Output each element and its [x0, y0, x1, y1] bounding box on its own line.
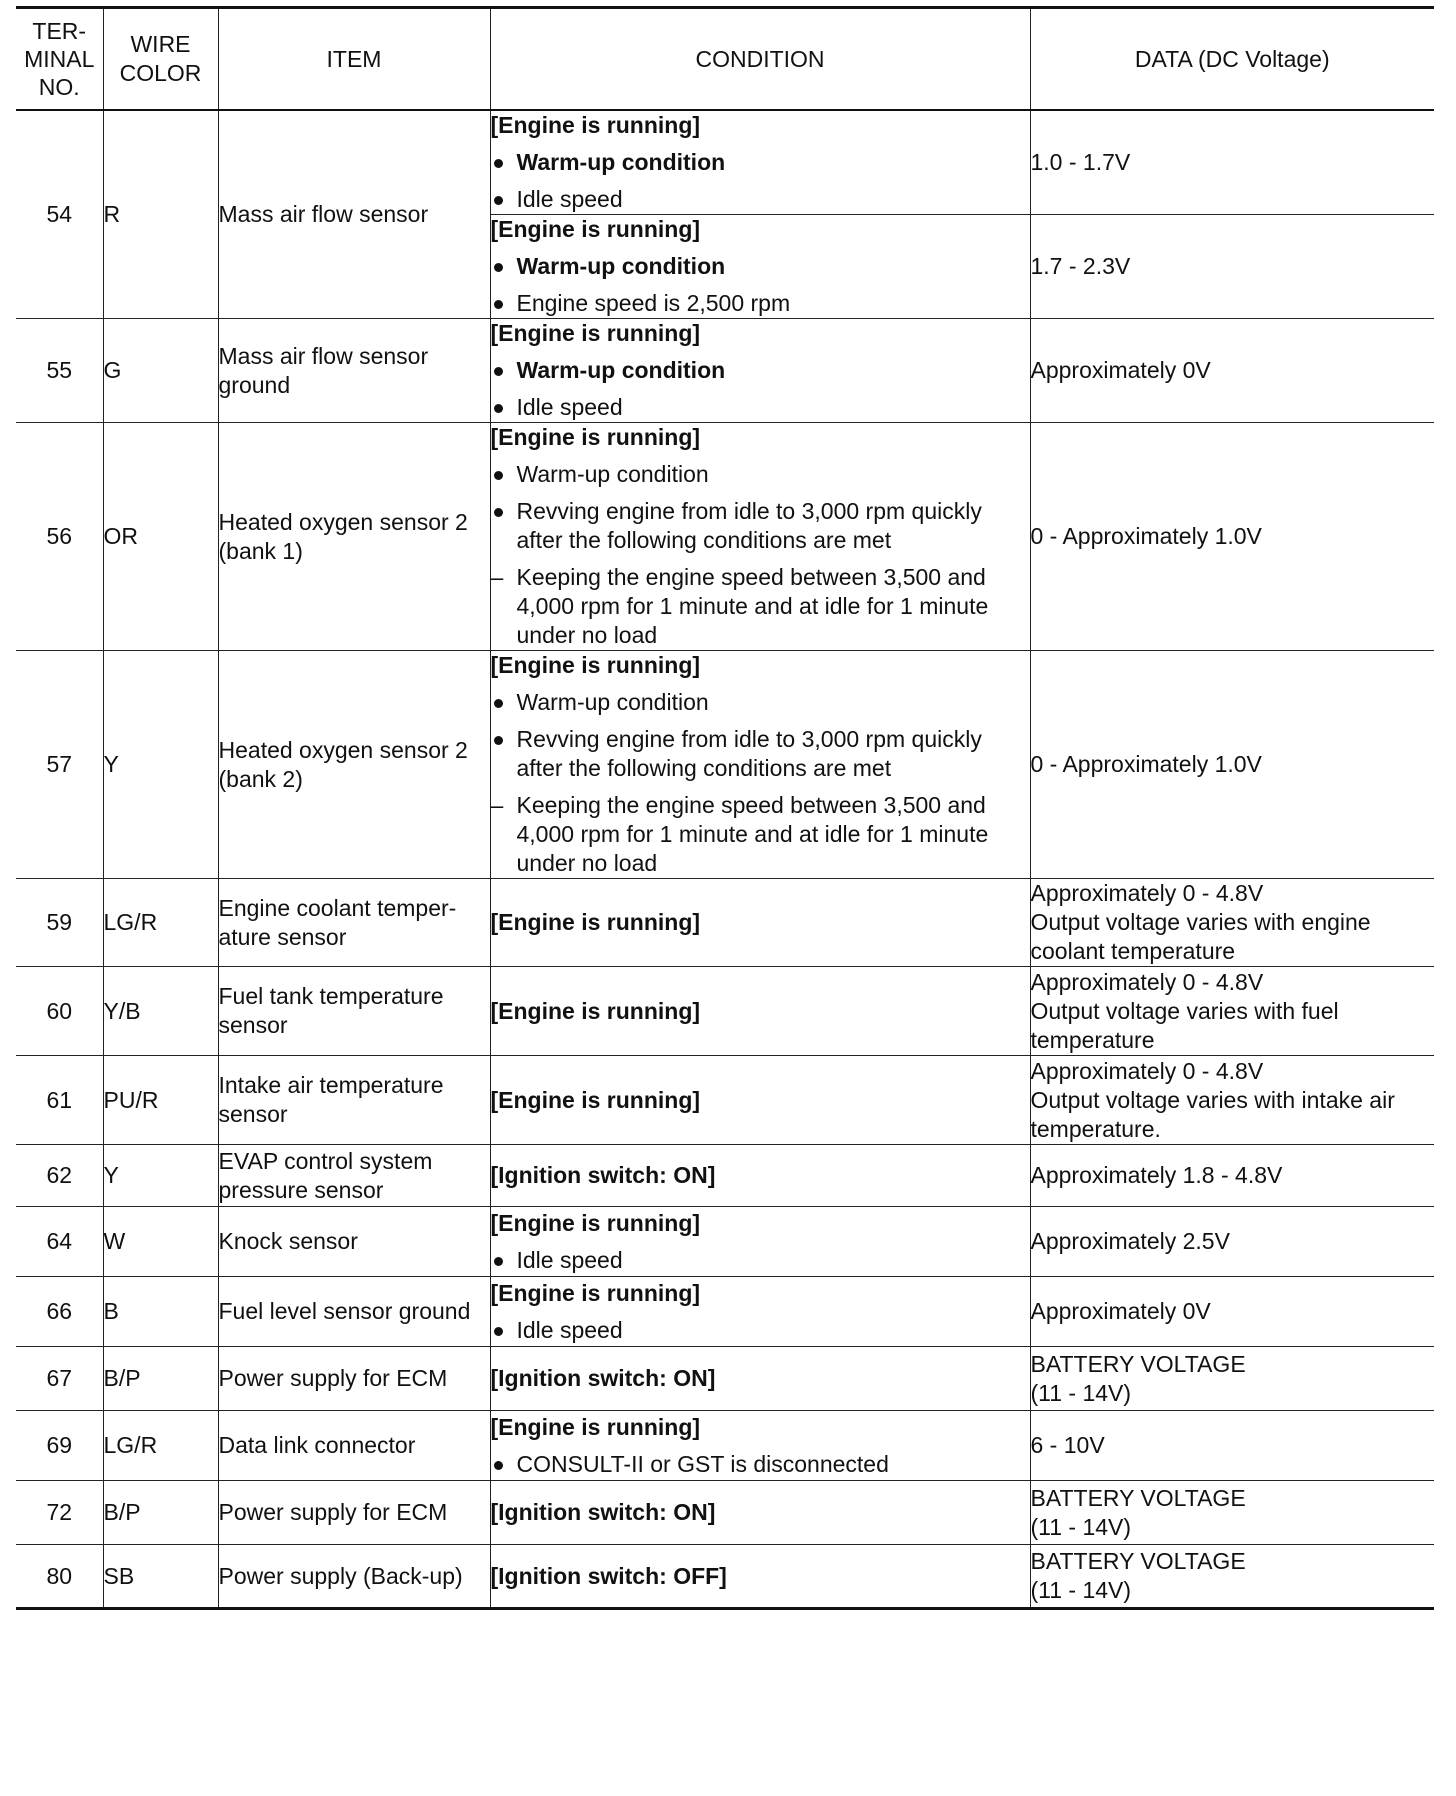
- wire-color-cell: Y: [103, 651, 218, 879]
- condition-cell: [490, 1411, 1030, 1481]
- item-cell: Mass air flow sensor ground: [218, 319, 490, 423]
- item-cell: Power supply for ECM: [218, 1347, 490, 1411]
- terminal-no-cell: 59: [16, 879, 103, 967]
- table-row: [16, 879, 1434, 967]
- item-cell: Engine coolant temper-ature sensor: [218, 879, 490, 967]
- condition-bullet-item: CONSULT-II or GST is disconnected: [491, 1450, 1030, 1479]
- condition-bullet-item: Idle speed: [491, 393, 1030, 422]
- condition-bullet-item: Idle speed: [491, 185, 1030, 214]
- data-voltage-line: (11 - 14V): [1030, 1577, 1132, 1603]
- item-cell: Fuel tank temperature sensor: [218, 967, 490, 1056]
- data-voltage-line: Output voltage varies with fuel temperature: [1030, 997, 1339, 1053]
- data-voltage-line: BATTERY VOLTAGE: [1030, 1350, 1246, 1377]
- condition-heading: [Engine is running]: [490, 1209, 701, 1236]
- table-row: [16, 1347, 1434, 1411]
- condition-heading: [Engine is running]: [490, 320, 701, 346]
- terminal-no-cell: 55: [16, 319, 103, 423]
- wire-color-cell: W: [103, 1207, 218, 1277]
- data-voltage-line: Output voltage varies with intake air temperature.: [1030, 1086, 1395, 1142]
- wire-color-cell: LG/R: [103, 879, 218, 967]
- item-cell: Power supply for ECM: [218, 1481, 490, 1545]
- condition-heading: [Ignition switch: ON]: [490, 1365, 716, 1391]
- data-voltage-line: BATTERY VOLTAGE: [1030, 1548, 1246, 1574]
- data-voltage-line: 1.7 - 2.3V: [1030, 253, 1131, 279]
- data-voltage-line: Approximately 0 - 4.8V: [1030, 1057, 1264, 1084]
- data-voltage-line: 0 - Approximately 1.0V: [1030, 523, 1262, 549]
- table-row: [16, 1481, 1434, 1545]
- item-cell: Heated oxygen sensor 2 (bank 1): [218, 423, 490, 651]
- condition-cell: [490, 1207, 1030, 1277]
- item-cell: Fuel level sensor ground: [218, 1277, 490, 1347]
- data-voltage-cell: [1030, 967, 1434, 1056]
- table-row: [16, 1056, 1434, 1145]
- condition-cell: [490, 967, 1030, 1056]
- ecm-terminal-table: [16, 6, 1434, 1610]
- item-cell: EVAP control system pressure sensor: [218, 1145, 490, 1207]
- wire-color-cell: R: [103, 110, 218, 319]
- data-voltage-cell: [1030, 423, 1434, 651]
- wire-color-cell: SB: [103, 1545, 218, 1609]
- condition-heading: [Engine is running]: [490, 216, 701, 242]
- table-row: [16, 1277, 1434, 1347]
- condition-bullet-item: Idle speed: [491, 1316, 1030, 1345]
- table-row: [16, 1145, 1434, 1207]
- header-data: DATA (DC Voltage): [1030, 8, 1434, 111]
- condition-cell: [490, 1145, 1030, 1207]
- wire-color-cell: G: [103, 319, 218, 423]
- condition-cell: [490, 1056, 1030, 1145]
- condition-cell: [490, 319, 1030, 423]
- header-terminal-no: [16, 8, 103, 111]
- data-voltage-cell: [1030, 651, 1434, 879]
- condition-bullet-item: Warm-up condition: [491, 356, 1030, 385]
- item-cell: Intake air temperature sensor: [218, 1056, 490, 1145]
- condition-cell: [490, 423, 1030, 651]
- data-voltage-line: 6 - 10V: [1030, 1432, 1105, 1458]
- condition-bullet-item: Revving engine from idle to 3,000 rpm quickly after the following conditions are met: [491, 725, 1030, 783]
- condition-heading: [Engine is running]: [490, 1413, 701, 1440]
- data-voltage-cell: [1030, 1545, 1434, 1609]
- header-terminal-line: MINAL: [24, 46, 95, 72]
- condition-heading: [Ignition switch: OFF]: [490, 1562, 727, 1589]
- data-voltage-line: 1.0 - 1.7V: [1030, 149, 1131, 175]
- table-row: [16, 1411, 1434, 1481]
- data-voltage-line: Approximately 2.5V: [1030, 1228, 1230, 1254]
- table-row: [16, 1545, 1434, 1609]
- wire-color-cell: B/P: [103, 1347, 218, 1411]
- terminal-no-cell: 60: [16, 967, 103, 1056]
- data-voltage-line: Approximately 1.8 - 4.8V: [1030, 1162, 1283, 1188]
- condition-heading: [Engine is running]: [490, 997, 701, 1024]
- ecm-terminal-table-sheet: [16, 6, 1434, 1610]
- condition-bullet-item: Idle speed: [491, 1246, 1030, 1275]
- wire-color-cell: B: [103, 1277, 218, 1347]
- terminal-no-cell: 69: [16, 1411, 103, 1481]
- table-row: [16, 651, 1434, 879]
- data-voltage-cell: [1030, 319, 1434, 423]
- table-body: [16, 110, 1434, 1609]
- data-voltage-line: Approximately 0V: [1030, 357, 1211, 383]
- condition-cell: [490, 215, 1030, 319]
- condition-bullet-item: Warm-up condition: [491, 252, 1030, 281]
- data-voltage-line: (11 - 14V): [1030, 1379, 1132, 1406]
- terminal-no-cell: 72: [16, 1481, 103, 1545]
- condition-dash-item: – Keeping the engine speed between 3,500 and 4,000 rpm for 1 minute and at idle for 1 minute under no load: [491, 791, 1030, 878]
- data-voltage-cell: [1030, 1347, 1434, 1411]
- condition-heading: [Engine is running]: [490, 112, 701, 138]
- terminal-no-cell: 62: [16, 1145, 103, 1207]
- data-voltage-line: Approximately 0 - 4.8V: [1030, 880, 1264, 906]
- data-voltage-line: Approximately 0 - 4.8V: [1030, 968, 1264, 995]
- item-cell: Data link connector: [218, 1411, 490, 1481]
- data-voltage-line: 0 - Approximately 1.0V: [1030, 751, 1262, 777]
- condition-cell: [490, 1545, 1030, 1609]
- wire-color-cell: PU/R: [103, 1056, 218, 1145]
- table-row: [16, 423, 1434, 651]
- condition-heading: [Ignition switch: ON]: [490, 1162, 716, 1188]
- condition-cell: [490, 1347, 1030, 1411]
- terminal-no-cell: 67: [16, 1347, 103, 1411]
- table-row: [16, 1207, 1434, 1277]
- terminal-no-cell: 57: [16, 651, 103, 879]
- data-voltage-line: (11 - 14V): [1030, 1513, 1132, 1540]
- data-voltage-cell: [1030, 215, 1434, 319]
- header-terminal-line: TER-: [32, 18, 87, 44]
- wire-color-cell: Y/B: [103, 967, 218, 1056]
- item-cell: Knock sensor: [218, 1207, 490, 1277]
- condition-heading: [Ignition switch: ON]: [490, 1499, 716, 1525]
- wire-color-cell: OR: [103, 423, 218, 651]
- condition-cell: [490, 651, 1030, 879]
- terminal-no-cell: 61: [16, 1056, 103, 1145]
- table-row: [16, 110, 1434, 215]
- data-voltage-cell: [1030, 1207, 1434, 1277]
- data-voltage-line: BATTERY VOLTAGE: [1030, 1484, 1246, 1511]
- terminal-no-cell: 56: [16, 423, 103, 651]
- condition-bullet-item: Warm-up condition: [491, 460, 1030, 489]
- header-item: ITEM: [218, 8, 490, 111]
- terminal-no-cell: 80: [16, 1545, 103, 1609]
- table-row: [16, 319, 1434, 423]
- header-condition: CONDITION: [490, 8, 1030, 111]
- terminal-no-cell: 64: [16, 1207, 103, 1277]
- header-wire-line: COLOR: [119, 60, 202, 86]
- condition-bullet-item: Engine speed is 2,500 rpm: [491, 289, 1030, 318]
- data-voltage-cell: [1030, 1056, 1434, 1145]
- item-cell: Mass air flow sensor: [218, 110, 490, 319]
- condition-heading: [Engine is running]: [490, 1086, 701, 1113]
- wire-color-cell: Y: [103, 1145, 218, 1207]
- condition-dash-item: – Keeping the engine speed between 3,500 and 4,000 rpm for 1 minute and at idle for 1 minute under no load: [491, 563, 1030, 650]
- header-wire-line: WIRE: [130, 31, 191, 57]
- condition-heading: [Engine is running]: [490, 652, 701, 678]
- wire-color-cell: LG/R: [103, 1411, 218, 1481]
- terminal-no-cell: 66: [16, 1277, 103, 1347]
- condition-heading: [Engine is running]: [490, 1279, 701, 1306]
- condition-bullet-item: Warm-up condition: [491, 148, 1030, 177]
- data-voltage-cell: [1030, 1145, 1434, 1207]
- data-voltage-cell: [1030, 1277, 1434, 1347]
- condition-cell: [490, 879, 1030, 967]
- header-terminal-line: NO.: [38, 74, 80, 100]
- data-voltage-cell: [1030, 879, 1434, 967]
- condition-bullet-item: Warm-up condition: [491, 688, 1030, 717]
- table-header-row: [16, 8, 1434, 111]
- condition-heading: [Engine is running]: [490, 909, 701, 935]
- wire-color-cell: B/P: [103, 1481, 218, 1545]
- data-voltage-line: Approximately 0V: [1030, 1298, 1211, 1324]
- condition-bullet-item: Revving engine from idle to 3,000 rpm quickly after the following conditions are met: [491, 497, 1030, 555]
- condition-heading: [Engine is running]: [490, 424, 701, 450]
- condition-cell: [490, 1277, 1030, 1347]
- condition-cell: [490, 110, 1030, 215]
- item-cell: Power supply (Back-up): [218, 1545, 490, 1609]
- item-cell: Heated oxygen sensor 2 (bank 2): [218, 651, 490, 879]
- data-voltage-line: Output voltage varies with engine coolant temperature: [1030, 909, 1371, 964]
- data-voltage-cell: [1030, 110, 1434, 215]
- table-row: [16, 967, 1434, 1056]
- data-voltage-cell: [1030, 1481, 1434, 1545]
- condition-cell: [490, 1481, 1030, 1545]
- header-wire-color: [103, 8, 218, 111]
- terminal-no-cell: 54: [16, 110, 103, 319]
- data-voltage-cell: [1030, 1411, 1434, 1481]
